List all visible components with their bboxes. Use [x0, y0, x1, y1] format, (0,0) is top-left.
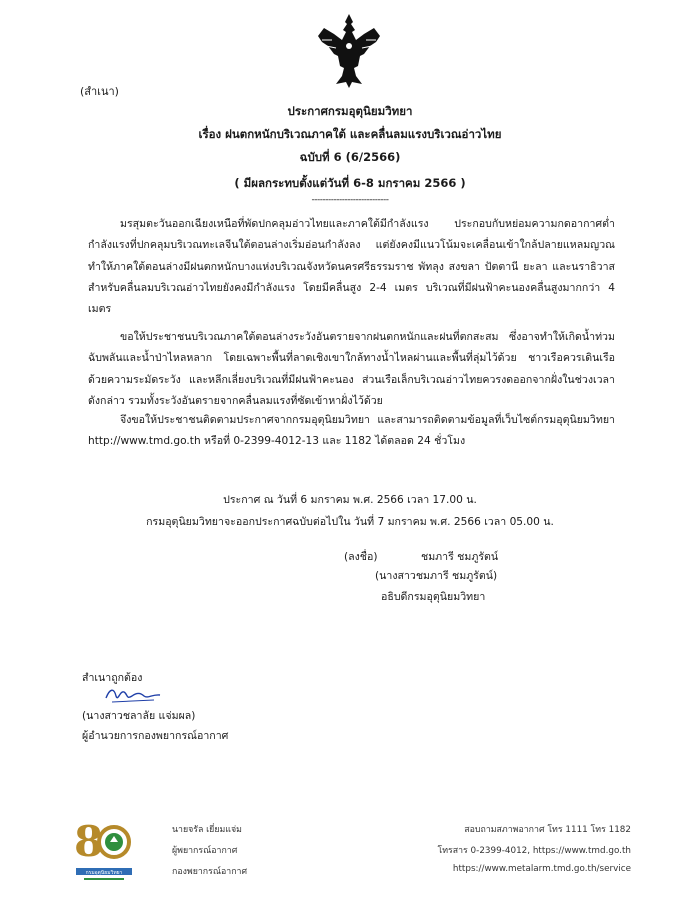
garuda-emblem-icon: [314, 10, 384, 90]
announcement-effective-dates: ( มีผลกระทบตั้งแต่วันที่ 6-8 มกราคม 2566 ): [234, 176, 466, 190]
certified-copy-label: สำเนาถูกต้อง: [82, 672, 143, 684]
footer-fax-website: โทรสาร 0-2399-4012, https://www.tmd.go.th: [437, 846, 631, 856]
tmd-80-anniversary-logo-icon: [70, 812, 140, 887]
announcement-title: ประกาศกรมอุตุนิยมวิทยา: [287, 104, 413, 118]
footer-forecaster-name: นายจรัล เยี่ยมแจ่ม: [172, 825, 242, 835]
body-paragraph-2: [88, 327, 615, 412]
signed-label: (ลงชื่อ): [344, 551, 378, 563]
body-paragraph-3: [88, 410, 615, 453]
footer-division: กองพยากรณ์อากาศ: [172, 867, 248, 877]
footer-hotline: สอบถามสภาพอากาศ โทร 1111 โทร 1182: [464, 825, 631, 835]
announce-date: ประกาศ ณ วันที่ 6 มกราคม พ.ศ. 2566 เวลา 17.00 น.: [223, 494, 477, 506]
signed-name: ชมภารี ชมภูรัตน์: [421, 551, 499, 563]
paragraph-text: มรสุมตะวันออกเฉียงเหนือที่พัดปกคลุมอ่าวไทยและภาคใต้มีกำลังแรง ประกอบกับหย่อมความกดอากาศต่ำกำลังแรงที่ปกคลุมบริเวณทะเลจีนใต้ตอนล่างเริ่มอ่อนกำลังลง แต่ยังคงมีแนวโน้มจะเคลื่อนเข้าใกล้ปลายแหลมญวณทำให้ภาคใต้ตอนล่างมีฝนตกหนักบางแห่งบริเวณจังหวัดนครศรีธรรมราช พัทลุง สงขลา ปัตตานี ยะลา และนราธิวาส สำหรับคลื่นลมบริเวณอ่าวไทยยังคงมีกำลังแรง โดยมีคลื่นสูง 2-4 เมตร บริเวณที่มีฝนฟ้าคะนองคลื่นสูงมากกว่า 4 เมตร: [88, 218, 615, 316]
next-announcement: กรมอุตุนิยมวิทยาจะออกประกาศฉบับต่อไปใน วันที่ 7 มกราคม พ.ศ. 2566 เวลา 05.00 น.: [146, 516, 554, 528]
announcement-number: ฉบับที่ 6 (6/2566): [299, 150, 401, 164]
paragraph-text: ขอให้ประชาชนบริเวณภาคใต้ตอนล่างระวังอันตรายจากฝนตกหนักและฝนที่ตกสะสม ซึ่งอาจทำให้เกิดน้ำท่วมฉับพลันและน้ำป่าไหลหลาก โดยเฉพาะพื้นที่ลาดเชิงเขาใกล้ทางน้ำไหลผ่านและพื้นที่ลุ่มไว้ด้วย ชาวเรือควรเดินเรือด้วยความระมัดระวัง และหลีกเลี่ยงบริเวณที่มีฝนฟ้าคะนอง ส่วนเรือเล็กบริเวณอ่าวไทยควรงดออกจากฝั่งในช่วงเวลาดังกล่าว รวมทั้งระวังอันตรายจากคลื่นลมแรงที่ซัดเข้าหาฝั่งไว้ด้วย: [88, 331, 615, 407]
copy-label: (สำเนา): [80, 85, 119, 98]
svg-text:กรมอุตุนิยมวิทยา: กรมอุตุนิยมวิทยา: [85, 870, 123, 876]
signatory-position: อธิบดีกรมอุตุนิยมวิทยา: [381, 591, 486, 603]
certifier-name: (นางสาวชลาลัย แจ่มผล): [82, 710, 196, 722]
announcement-subject: เรื่อง ฝนตกหนักบริเวณภาคใต้ และคลื่นลมแรงบริเวณอ่าวไทย: [198, 127, 502, 141]
certifier-position: ผู้อำนวยการกองพยากรณ์อากาศ: [82, 730, 229, 742]
paragraph-text: จึงขอให้ประชาชนติดตามประกาศจากกรมอุตุนิยมวิทยา และสามารถติดตามข้อมูลที่เว็บไซต์กรมอุตุนิยมวิทยา http://www.tmd.go.th หรือที่ 0-2399-4012-13 และ 1182 ได้ตลอด 24 ชั่วโมง: [88, 414, 615, 448]
separator-line: ----------------------------: [311, 195, 389, 205]
signatory-full-name: (นางสาวชมภารี ชมภูรัตน์): [375, 570, 498, 582]
handwritten-signature-icon: [104, 684, 164, 706]
svg-text:8: 8: [74, 817, 104, 866]
footer-service-link[interactable]: https://www.metalarm.tmd.go.th/service: [452, 864, 631, 874]
footer-forecaster-role: ผู้พยากรณ์อากาศ: [172, 846, 238, 856]
body-paragraph-1: [88, 214, 615, 320]
